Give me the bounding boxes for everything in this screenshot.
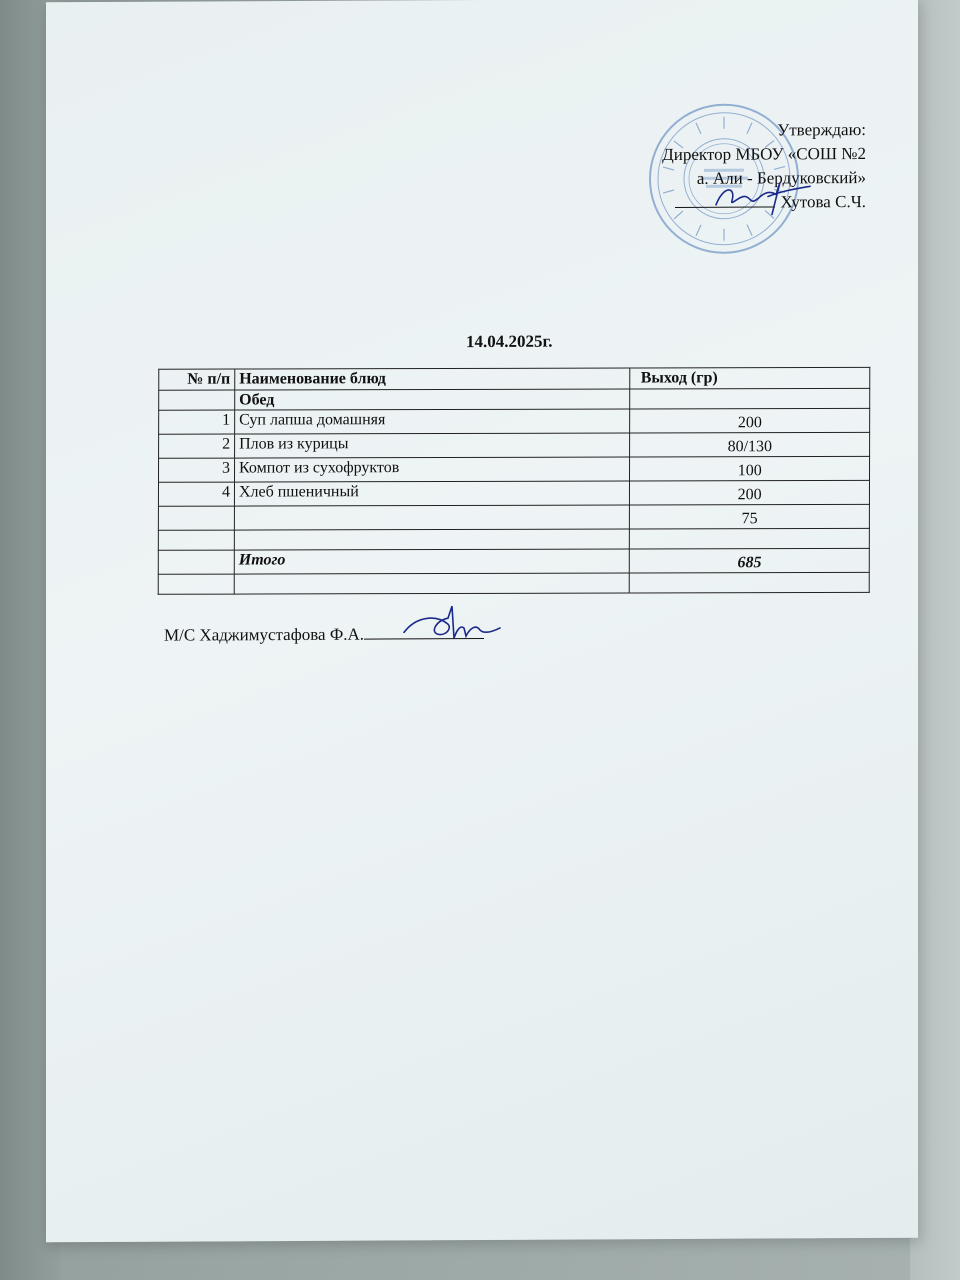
row-dish	[234, 505, 630, 530]
row-dish: Компот из сухофруктов	[234, 457, 630, 482]
row-output: 75	[630, 504, 870, 529]
approval-name: Хутова С.Ч.	[780, 191, 866, 212]
approval-position: Директор МБОУ «СОШ №2	[662, 143, 866, 165]
nurse-signature-icon	[396, 602, 506, 647]
row-number: 2	[159, 434, 235, 458]
table-total-row	[158, 548, 869, 574]
total-value: 685	[630, 548, 870, 573]
table-header-row	[159, 367, 870, 390]
table-section-row	[159, 388, 870, 410]
director-signature-icon	[706, 176, 816, 217]
row-number	[158, 506, 234, 530]
header-dish: Наименование блюд	[235, 368, 631, 390]
approval-school: а. Али - Бердуковский»	[696, 167, 866, 188]
table-empty-row	[158, 572, 869, 594]
table-empty-row	[158, 528, 869, 550]
total-label: Итого	[234, 549, 630, 574]
table-row	[158, 504, 869, 530]
menu-date: 14.04.2025г.	[466, 331, 553, 352]
row-output: 200	[630, 408, 870, 433]
header-output: Выход (гр)	[630, 367, 870, 389]
row-output: 200	[630, 480, 870, 505]
table-row	[158, 480, 869, 506]
row-output: 100	[630, 456, 870, 481]
section-label: Обед	[235, 389, 631, 410]
approval-title: Утверждаю:	[777, 119, 866, 140]
menu-table	[158, 367, 871, 595]
row-output: 80/130	[630, 432, 870, 457]
document-page	[46, 0, 918, 1242]
table-row	[159, 408, 870, 434]
row-dish: Хлеб пшеничный	[234, 481, 630, 506]
row-number: 4	[158, 482, 234, 506]
table-row	[159, 432, 870, 458]
row-number: 3	[158, 458, 234, 482]
row-dish: Суп лапша домашняя	[235, 409, 631, 434]
row-number: 1	[159, 410, 235, 434]
header-number: № п/п	[159, 369, 235, 390]
table-row	[158, 456, 869, 482]
bleed-through-text	[486, 300, 490, 316]
row-dish: Плов из курицы	[235, 433, 631, 458]
nurse-name: М/С Хаджимустафова Ф.А.	[164, 624, 365, 645]
